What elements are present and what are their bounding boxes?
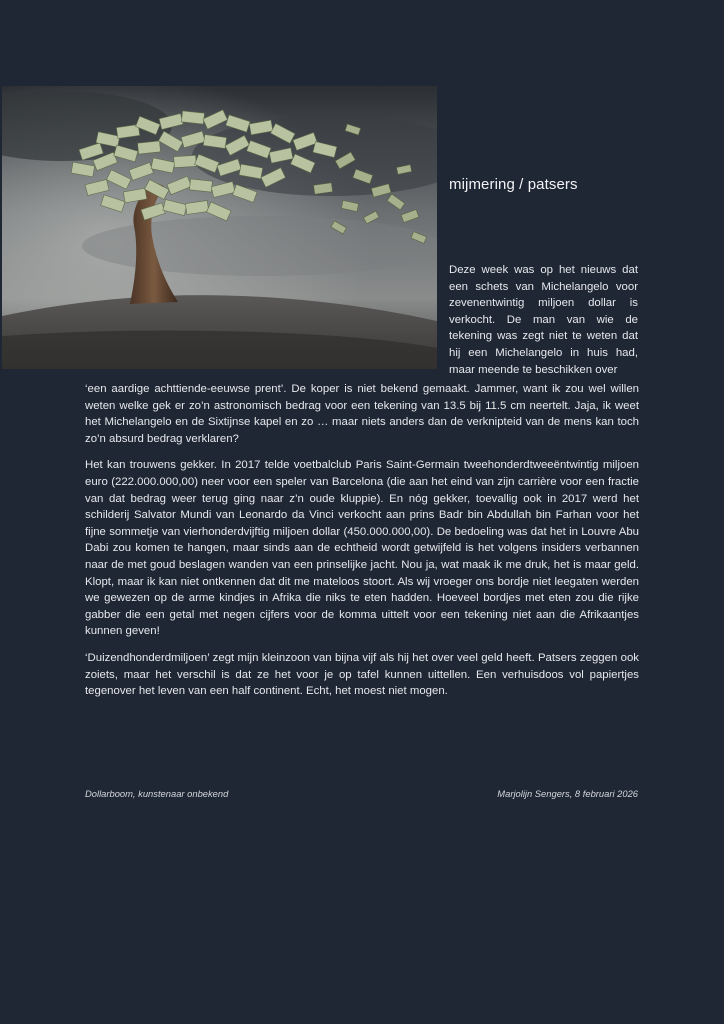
intro-line: tekening was zegt niet te weten dat xyxy=(449,330,638,343)
intro-line: Deze week was op het nieuws dat xyxy=(449,264,638,276)
intro-line: zevenentwintig miljoen dollar is xyxy=(449,297,638,310)
paragraph-3: ‘Duizendhonderdmiljoen’ zegt mijn kleinzoon van bijna vijf als hij het over veel geld heeft. Patsers zeggen ook zoiets, maar het verschil is dat ze het voor je op tafel kunnen uittellen. Een verhuisdoos vol papiertjes tegenover het leven van een half continent. Echt, het moest niet mogen. xyxy=(85,651,639,698)
paragraph-1-continued: ‘een aardige achttiende-eeuwse prent’. De koper is niet bekend gemaakt. Jammer, want ik zou wel willen weten welke gek er zo’n astronomisch bedrag voor een tekening van 13.5 bij 11.5 cm neertelt. Jaja, ik weet het Michelangelo en de Sixtijnse kapel en zo … maar niets anders dan de verknipteid van de mens kan toch zo’n absurd bedrag verklaren? xyxy=(85,383,639,445)
image-caption: Dollarboom, kunstenaar onbekend xyxy=(85,788,229,799)
author-byline: Marjolijn Sengers, 8 februari 2026 xyxy=(497,788,638,799)
intro-line: een schets van Michelangelo voor xyxy=(449,280,638,293)
intro-line: maar meende te beschikken over xyxy=(449,363,618,376)
dollar-tree-artwork xyxy=(2,86,437,369)
article-body xyxy=(85,381,639,710)
intro-line: verkocht. De man van wie de xyxy=(449,313,638,326)
intro-line: hij een Michelangelo in huis had, xyxy=(449,346,638,359)
paragraph-2: Het kan trouwens gekker. In 2017 telde voetbalclub Paris Saint-Germain tweehonderdtweeëntwintig miljoen euro (222.000.000,00) neer voor een speler van Barcelona (die aan het eind van zijn carrière voor een fractie van dat bedrag weer terug ging naar z’n oude kluppie). En nóg gekker, toevallig ook in 2017 werd het schilderij Salvator Mundi van Leonardo da Vinci verkocht aan prins Badr bin Abdullah bin Farhan voor het fijne sommetje van vierhonderdvijftig miljoen dollar (450.000.000,00). De bedoeling was dat het in Louvre Abu Dabi zou komen te hangen, maar sinds aan de echtheid wordt getwijfeld is het volgens insiders verbannen naar de met goud beslagen wanden van een prinselijke jacht. Nou ja, wat maak ik me druk, het is maar geld. Klopt, maar ik kan niet ontkennen dat dit me mateloos stoort. Als wij vroeger ons bordje niet leegaten werden we gewezen op de arme kindjes in Afrika die niks te eten hadden. Hoeveel bordjes met eten zou die rijke gabber die een getal met negen cijfers voor de komma uittelt voor een tekening niet aan die Afrikaantjes kunnen geven! xyxy=(85,459,639,638)
article-intro-column xyxy=(449,262,638,378)
article-title: mijmering / patsers xyxy=(449,176,578,193)
